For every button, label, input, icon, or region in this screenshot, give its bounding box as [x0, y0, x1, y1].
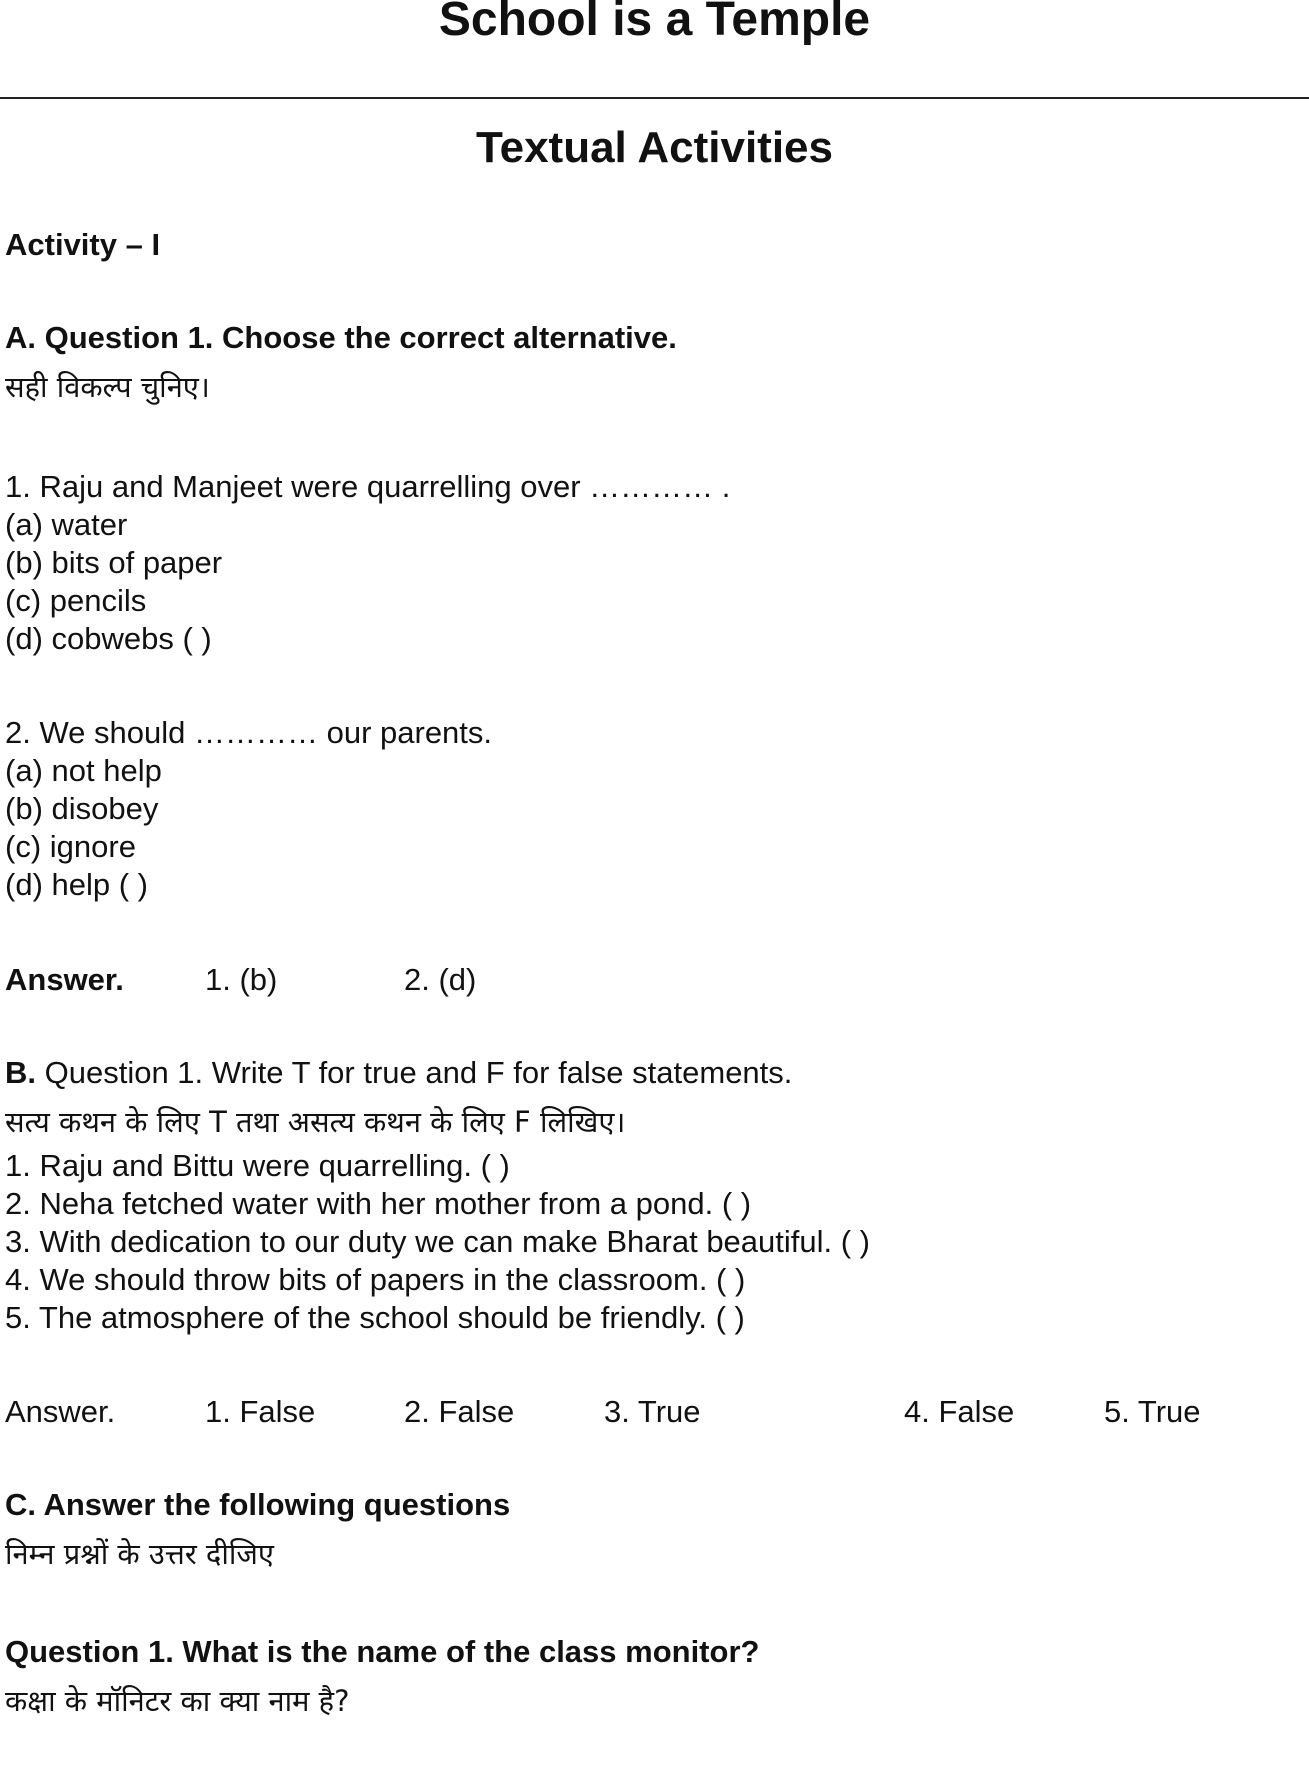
section-a-answer: 2. (d) — [404, 962, 477, 997]
question-a2-stem: 2. We should ………… our parents. — [5, 715, 493, 750]
section-b-answer: 3. True — [604, 1394, 701, 1429]
section-a-answer-label: Answer. — [5, 962, 124, 997]
section-c-hindi: निम्न प्रश्नों के उत्तर दीजिए — [5, 1537, 274, 1571]
statement-item: 2. Neha fetched water with her mother from a pond. ( ) — [5, 1186, 752, 1221]
section-b-answer: 5. True — [1104, 1394, 1201, 1429]
question-a1-option: (a) water — [5, 507, 128, 542]
question-c1-hindi: कक्षा के मॉनिटर का क्या नाम है? — [5, 1684, 350, 1718]
question-a2-option: (c) ignore — [5, 829, 136, 864]
statement-item: 3. With dedication to our duty we can make Bharat beautiful. ( ) — [5, 1224, 871, 1259]
question-a2-option: (b) disobey — [5, 791, 159, 826]
section-b-answer: 1. False — [205, 1394, 316, 1429]
statement-item: 1. Raju and Bittu were quarrelling. ( ) — [5, 1148, 510, 1183]
statement-item: 5. The atmosphere of the school should be friendly. ( ) — [5, 1300, 745, 1335]
activity-heading: Activity – I — [5, 227, 161, 262]
question-a1-stem: 1. Raju and Manjeet were quarrelling over ………… . — [5, 469, 731, 504]
section-a-heading: A. Question 1. Choose the correct alternative. — [5, 320, 677, 355]
section-b-heading — [5, 1054, 792, 1092]
section-title: Textual Activities — [475, 123, 833, 172]
section-a-answer: 1. (b) — [205, 962, 278, 997]
question-a1-option: (b) bits of paper — [5, 545, 223, 580]
question-a2-option: (d) help ( ) — [5, 867, 148, 902]
statement-item: 4. We should throw bits of papers in the classroom. ( ) — [5, 1262, 746, 1297]
question-c1: Question 1. What is the name of the class monitor? — [5, 1634, 760, 1669]
page-title: School is a Temple — [438, 0, 871, 46]
section-b-letter: B. — [5, 1055, 36, 1090]
section-b-heading-text: Question 1. Write T for true and F for false statements. — [36, 1055, 793, 1090]
section-b-answer: 4. False — [904, 1394, 1015, 1429]
section-b-answer: 2. False — [404, 1394, 515, 1429]
question-a1-option: (d) cobwebs ( ) — [5, 621, 212, 656]
section-b-hindi: सत्य कथन के लिए T तथा असत्य कथन के लिए F लिखिए। — [5, 1105, 626, 1139]
section-b-answer-label: Answer. — [5, 1394, 116, 1429]
question-a1-option: (c) pencils — [5, 583, 147, 618]
question-a2-option: (a) not help — [5, 753, 162, 788]
section-a-hindi: सही विकल्प चुनिए। — [5, 370, 210, 404]
title-divider — [0, 97, 1309, 99]
section-c-heading: C. Answer the following questions — [5, 1487, 511, 1522]
